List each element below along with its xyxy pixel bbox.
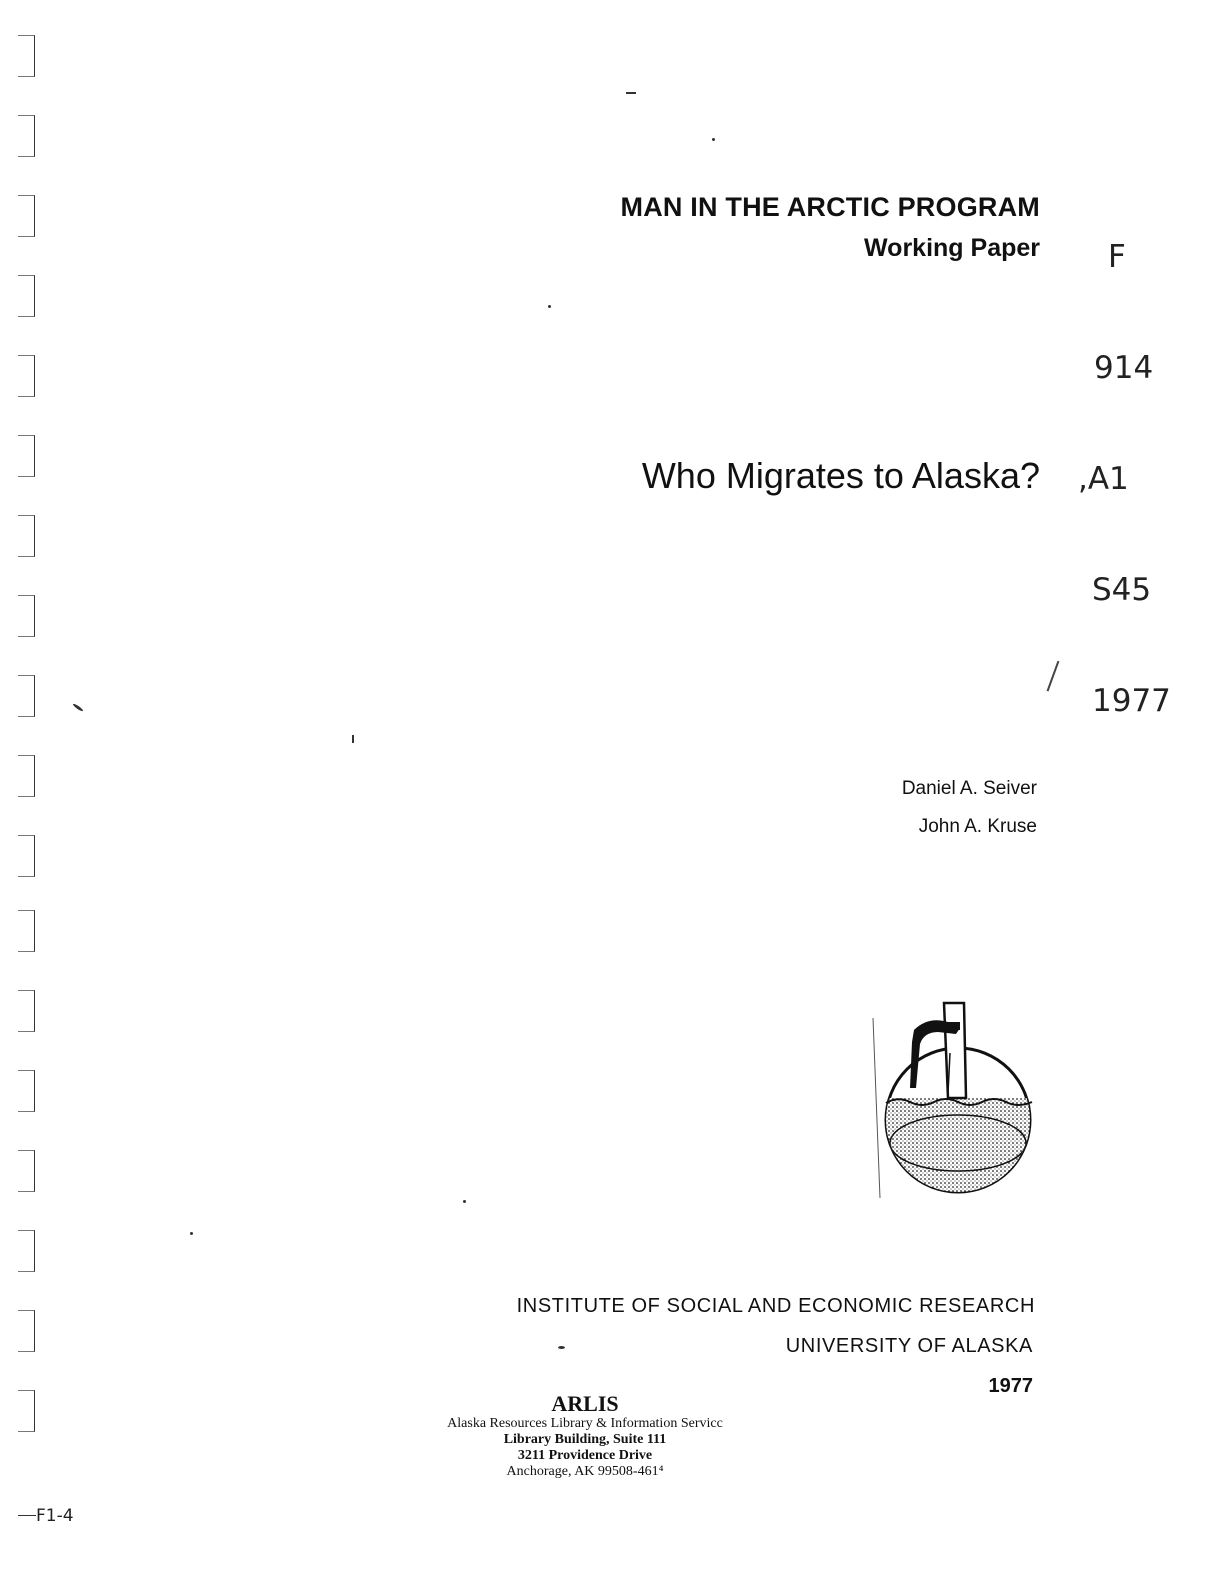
author-name: Daniel A. Seiver xyxy=(901,778,1037,799)
scan-speck xyxy=(463,1200,466,1203)
call-number-line: F xyxy=(1108,239,1126,275)
stamp-library-name: ARLIS xyxy=(551,1391,619,1416)
binding-mark xyxy=(18,1390,35,1432)
program-title: MAN IN THE ARCTIC PROGRAM xyxy=(620,192,1040,222)
call-number-line: 1977 xyxy=(1092,683,1171,719)
binding-mark xyxy=(18,1310,35,1352)
binding-mark xyxy=(18,755,35,797)
call-number-line: 914 xyxy=(1094,350,1154,386)
binding-mark xyxy=(18,1070,35,1112)
binding-mark xyxy=(18,35,35,77)
scan-speck xyxy=(72,703,84,712)
scan-speck xyxy=(352,735,354,743)
handwritten-call-number xyxy=(1078,165,1171,794)
scan-speck xyxy=(1047,661,1059,692)
series-label: Working Paper xyxy=(864,234,1040,262)
binding-mark xyxy=(18,435,35,477)
scan-speck xyxy=(548,305,551,308)
binding-mark xyxy=(18,595,35,637)
scan-speck xyxy=(558,1346,565,1349)
stamp-line: Anchorage, AK 99508-461⁴ xyxy=(506,1464,664,1479)
binding-mark xyxy=(18,990,35,1032)
scan-speck xyxy=(626,92,636,94)
university-name: UNIVERSITY OF ALASKA xyxy=(785,1335,1033,1357)
binding-mark xyxy=(18,515,35,557)
stamp-line: Library Building, Suite 111 xyxy=(503,1432,667,1447)
publication-year: 1977 xyxy=(988,1375,1033,1397)
scan-speck xyxy=(190,1232,193,1235)
document-title: Who Migrates to Alaska? xyxy=(641,455,1040,496)
scan-speck xyxy=(712,138,715,141)
binding-mark xyxy=(18,1230,35,1272)
handwritten-corner-code: F1-4 xyxy=(36,1506,74,1526)
institute-name: INSTITUTE OF SOCIAL AND ECONOMIC RESEARCH xyxy=(516,1295,1035,1317)
corner-tick-mark xyxy=(18,1515,36,1516)
binding-mark xyxy=(18,355,35,397)
binding-mark xyxy=(18,195,35,237)
stamp-line: Alaska Resources Library & Information Servicс xyxy=(447,1416,723,1431)
author-name: John A. Kruse xyxy=(918,816,1037,837)
call-number-line: ,A1 xyxy=(1078,461,1129,497)
call-number-line: S45 xyxy=(1092,572,1152,608)
flask-globe-logo-icon xyxy=(868,998,1048,1208)
binding-mark xyxy=(18,910,35,952)
binding-mark xyxy=(18,1150,35,1192)
stamp-line: 3211 Providence Drive xyxy=(517,1448,653,1463)
library-stamp xyxy=(385,1392,785,1480)
binding-mark xyxy=(18,675,35,717)
binding-mark xyxy=(18,835,35,877)
binding-mark xyxy=(18,275,35,317)
binding-mark xyxy=(18,115,35,157)
